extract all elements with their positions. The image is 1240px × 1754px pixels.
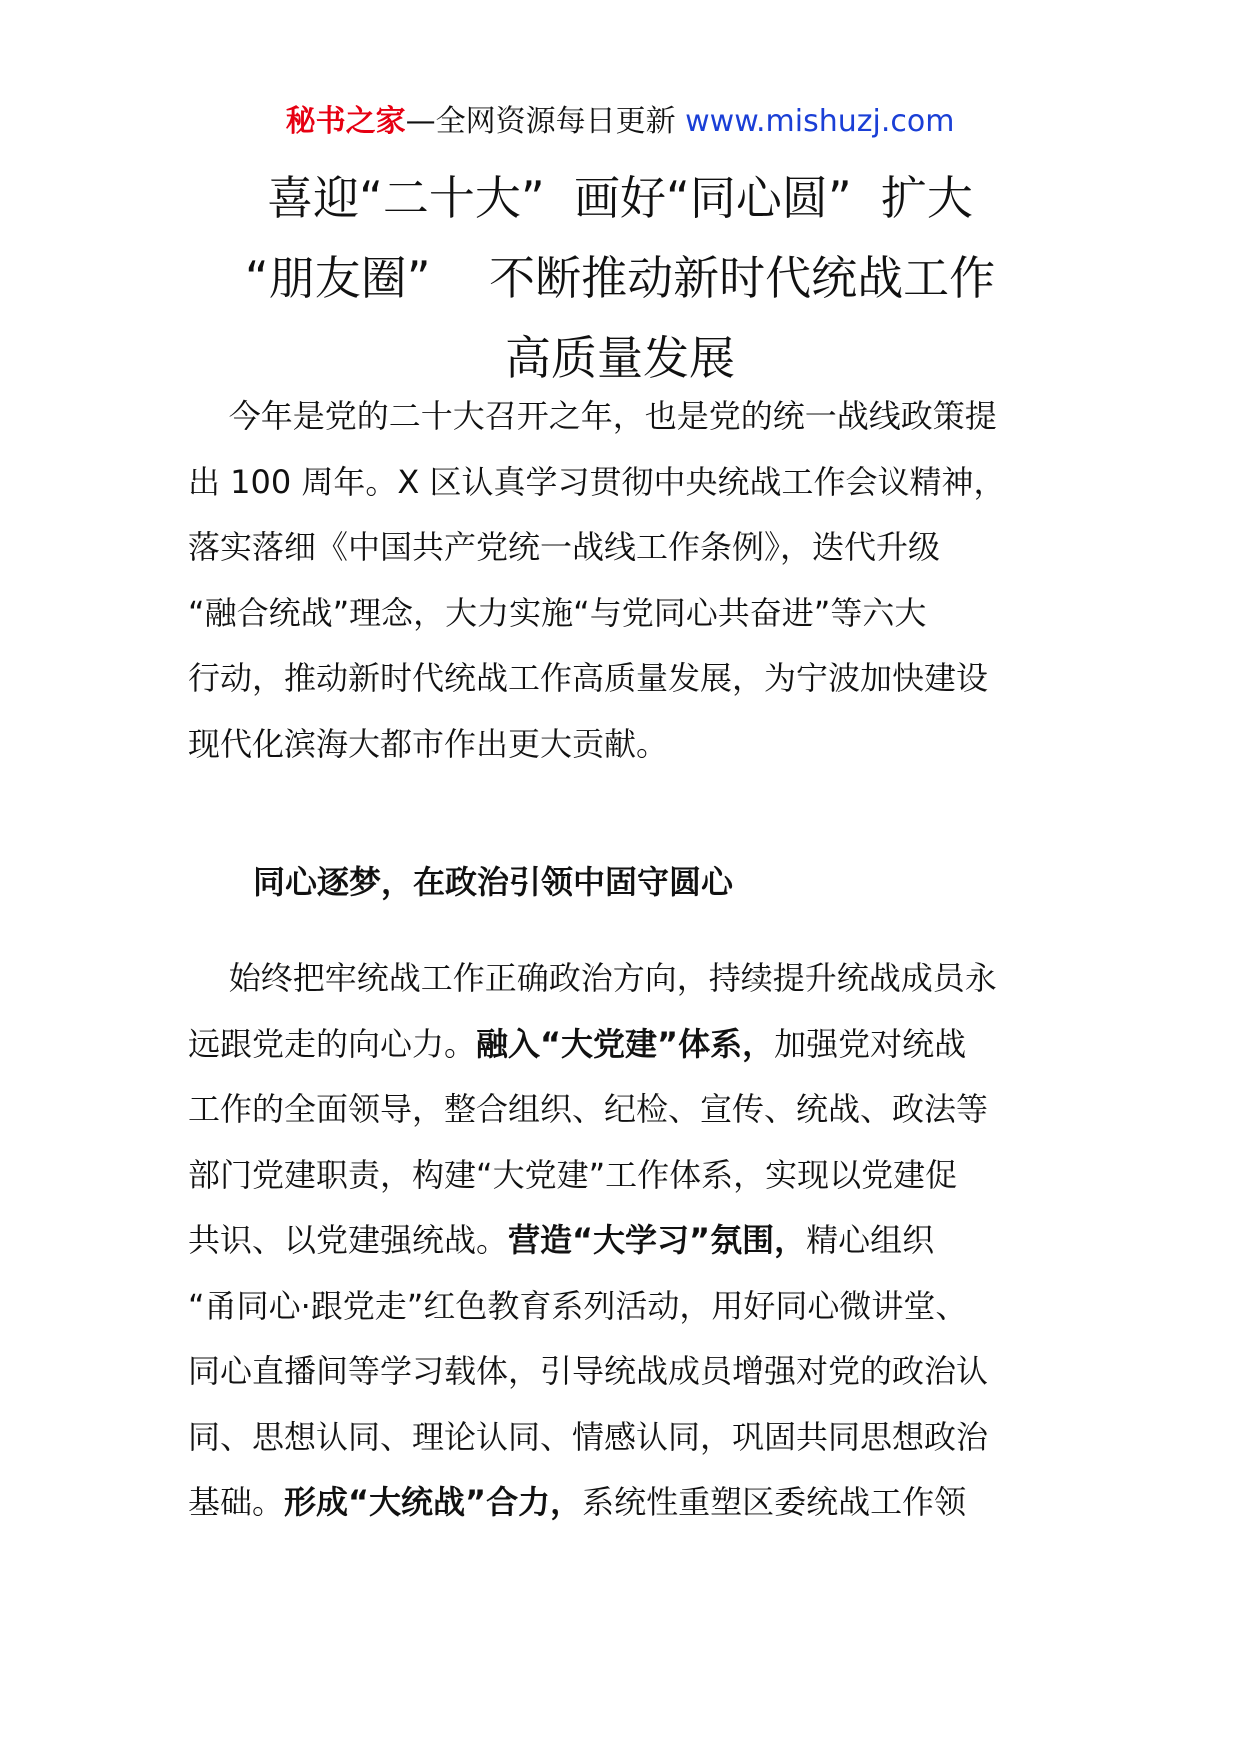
- line-text: 远跟党走的向心力。: [188, 1024, 477, 1063]
- line-text: 精心组织: [806, 1221, 935, 1259]
- paragraph-line: 同心直播间等学习载体，引导统战成员增强对党的政治认: [188, 1352, 989, 1390]
- title-line: 高质量发展: [505, 331, 735, 385]
- paragraph-line: 今年是党的二十大召开之年，也是党的统一战线政策提: [188, 397, 997, 435]
- title-line: 喜迎“二十大” 画好“同心圆” 扩大: [267, 171, 973, 225]
- paragraph-line: 现代化滨海大都市作出更大贡献。: [188, 724, 669, 763]
- header-tagline: —全网资源每日更新: [405, 104, 686, 139]
- paragraph-line: [188, 1012, 1068, 1078]
- paragraph-line: 行动，推动新时代统战工作高质量发展，为宁波加快建设: [188, 659, 989, 697]
- section-paragraph: [188, 946, 1068, 1536]
- paragraph-line: 落实落细《中国共产党统一战线工作条例》，迭代升级: [188, 528, 941, 566]
- paragraph-line: “融合统战”理念，大力实施“与党同心共奋进”等六大: [188, 593, 927, 632]
- article-title: [188, 158, 1052, 398]
- paragraph-line: [188, 1208, 1068, 1274]
- paragraph-line: 部门党建职责，构建“大党建”工作体系，实现以党建促: [188, 1155, 958, 1194]
- paragraph-line: 出 100 周年。X 区认真学习贯彻中央统战工作会议精神，: [188, 462, 1006, 501]
- bold-phrase: 营造“大学习”氛围，: [508, 1221, 807, 1259]
- title-line: “朋友圈” 不断推动新时代统战工作: [244, 251, 996, 305]
- paragraph-line: 始终把牢统战工作正确政治方向，持续提升统战成员永: [188, 959, 997, 997]
- paragraph-line: 同、思想认同、理论认同、情感认同，巩固共同思想政治: [188, 1417, 989, 1456]
- paragraph-line: “甬同心·跟党走”红色教育系列活动，用好同心微讲堂、: [188, 1286, 968, 1325]
- bold-phrase: 形成“大统战”合力，: [284, 1483, 583, 1521]
- intro-paragraph: [188, 384, 1068, 777]
- site-url[interactable]: www.mishuzj.com: [685, 104, 955, 139]
- brand-name: 秘书之家: [285, 104, 406, 139]
- line-text: 加强党对统战: [774, 1024, 967, 1063]
- section-heading: 同心逐梦，在政治引领中固守圆心: [253, 863, 734, 901]
- line-text: 系统性重塑区委统战工作领: [582, 1483, 967, 1521]
- paragraph-line: 工作的全面领导，整合组织、纪检、宣传、统战、政法等: [188, 1090, 989, 1128]
- line-text: 共识、以党建强统战。: [188, 1221, 509, 1259]
- paragraph-line: [188, 1470, 1068, 1536]
- bold-phrase: 融入“大党建”体系，: [476, 1024, 775, 1063]
- line-text: 基础。: [188, 1483, 285, 1521]
- site-header: [0, 100, 1240, 144]
